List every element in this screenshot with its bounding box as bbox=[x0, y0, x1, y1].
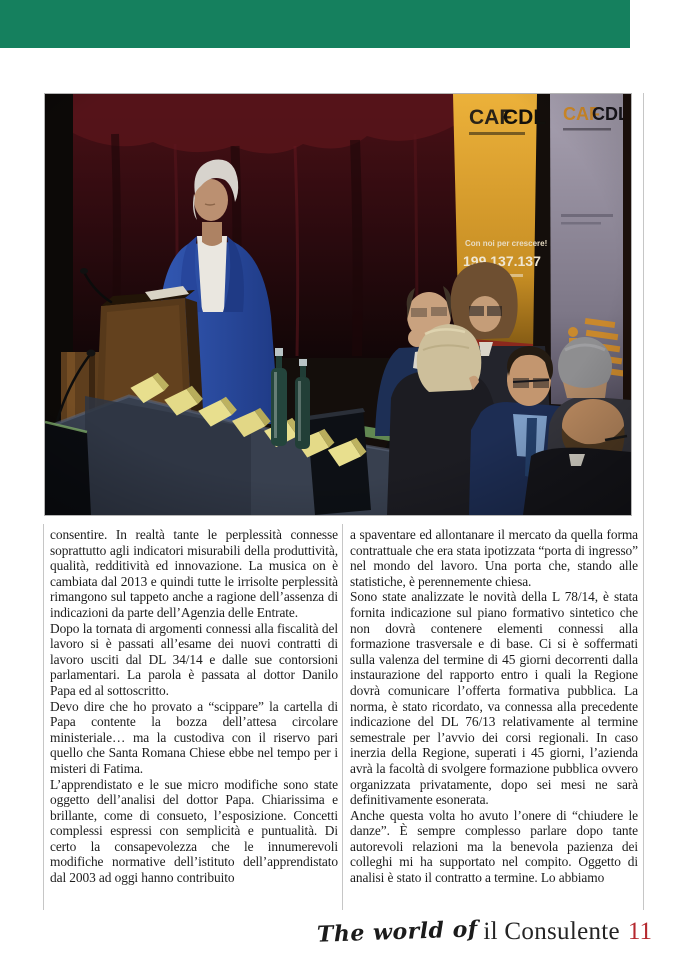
footer-magazine-title: il Consulente bbox=[483, 918, 620, 945]
article-column-right bbox=[350, 527, 638, 886]
article-paragraph: Devo dire che ho provato a “scippare” la cartella di Papa contente la bozza dell’attesa circolare ministeriale… ma la custodiva con il riservo pari quello che Santa Romana Chiese ebbe nel tempo per i misteri di Fatima. bbox=[50, 698, 338, 776]
article-paragraph: Anche questa volta ho avuto l’onere di “chiudere le danze”. È sempre complesso parlare dopo tante autorevoli relazioni ma la benevola pazienza dei colleghi mi ha supportato nel compito. Oggetto di analisi è stato il contratto a termine. Lo abbiamo bbox=[350, 807, 638, 886]
page-number: 11 bbox=[627, 918, 652, 945]
photo-vignette bbox=[45, 94, 631, 515]
article-column-left bbox=[50, 527, 338, 886]
footer-magazine-script: The world of bbox=[316, 916, 478, 948]
conference-photo bbox=[44, 93, 632, 516]
article-paragraph: a spaventare ed allontanare il mercato da quella forma contrattuale che era stata ipotizzata “porta di ingresso” nel mondo del lavoro. Una porta che, stando alle statistiche, è perennemente chiesa. bbox=[350, 527, 638, 589]
footer-masthead bbox=[317, 918, 652, 952]
article-paragraph: L’apprendistato e le sue micro modifiche sono state oggetto dell’analisi del dottor Papa. Chiarissima e brillante, come di consueto, l’esposizione. Concetti complessi espressi con semplicità e puntualità. Di certo la consapevolezza che le innumerevoli modifiche normative dell’istituto dell’apprendistato dal 2003 ad oggi hanno contribuito bbox=[50, 776, 338, 886]
column-rule-middle bbox=[342, 524, 343, 910]
article-paragraph: consentire. In realtà tante le perplessità connesse soprattutto agli indicatori misurabili della produttività, qualità, redditività ed innovazione. La musica on è cambiata dal 2013 e quindi tutte le irrisolte perplessità rimangono sul tappeto anche a ragione dell’assenza di indicazioni da parte dell’Agenzia delle Entrate. bbox=[50, 527, 338, 620]
conference-photo-illustration bbox=[45, 94, 631, 515]
article-paragraph: Dopo la tornata di argomenti connessi alla fiscalità del lavoro si è passati all’esame dei nuovi contratti di lavoro usciti dal DL 34/14 e dalle sue contorsioni parlamentari. La parola è passata al dottor Danilo Papa ed al sottoscritto. bbox=[50, 620, 338, 698]
article-paragraph: Sono state analizzate le novità della L 78/14, è stata fornita indicazione sul piano formativo sintetico che non dovrà contenere elementi connessi alla formazione trasversale e di base. Ci si è soffermati sulla valenza del termine di 45 giorni decorrenti dalla instaurazione del rapporto entro i quali la Regione dovrà comunicare l’offerta formativa pubblica. La norma, è stato ricordato, va connessa alla precedente indicazione del DL 76/13 relativamente al termine semestrale per l’avvio dei corsi regionali. In caso inerzia della Regione, superati i 45 giorni, l’azienda avrà la facoltà di svolgere formazione pubblica ovvero organizzata privatamente, dopo sei mesi ne sarà definitivamente esonerata. bbox=[350, 589, 638, 808]
header-green-bar bbox=[0, 0, 630, 48]
column-rule-right bbox=[643, 93, 644, 910]
column-rule-left bbox=[43, 524, 44, 910]
